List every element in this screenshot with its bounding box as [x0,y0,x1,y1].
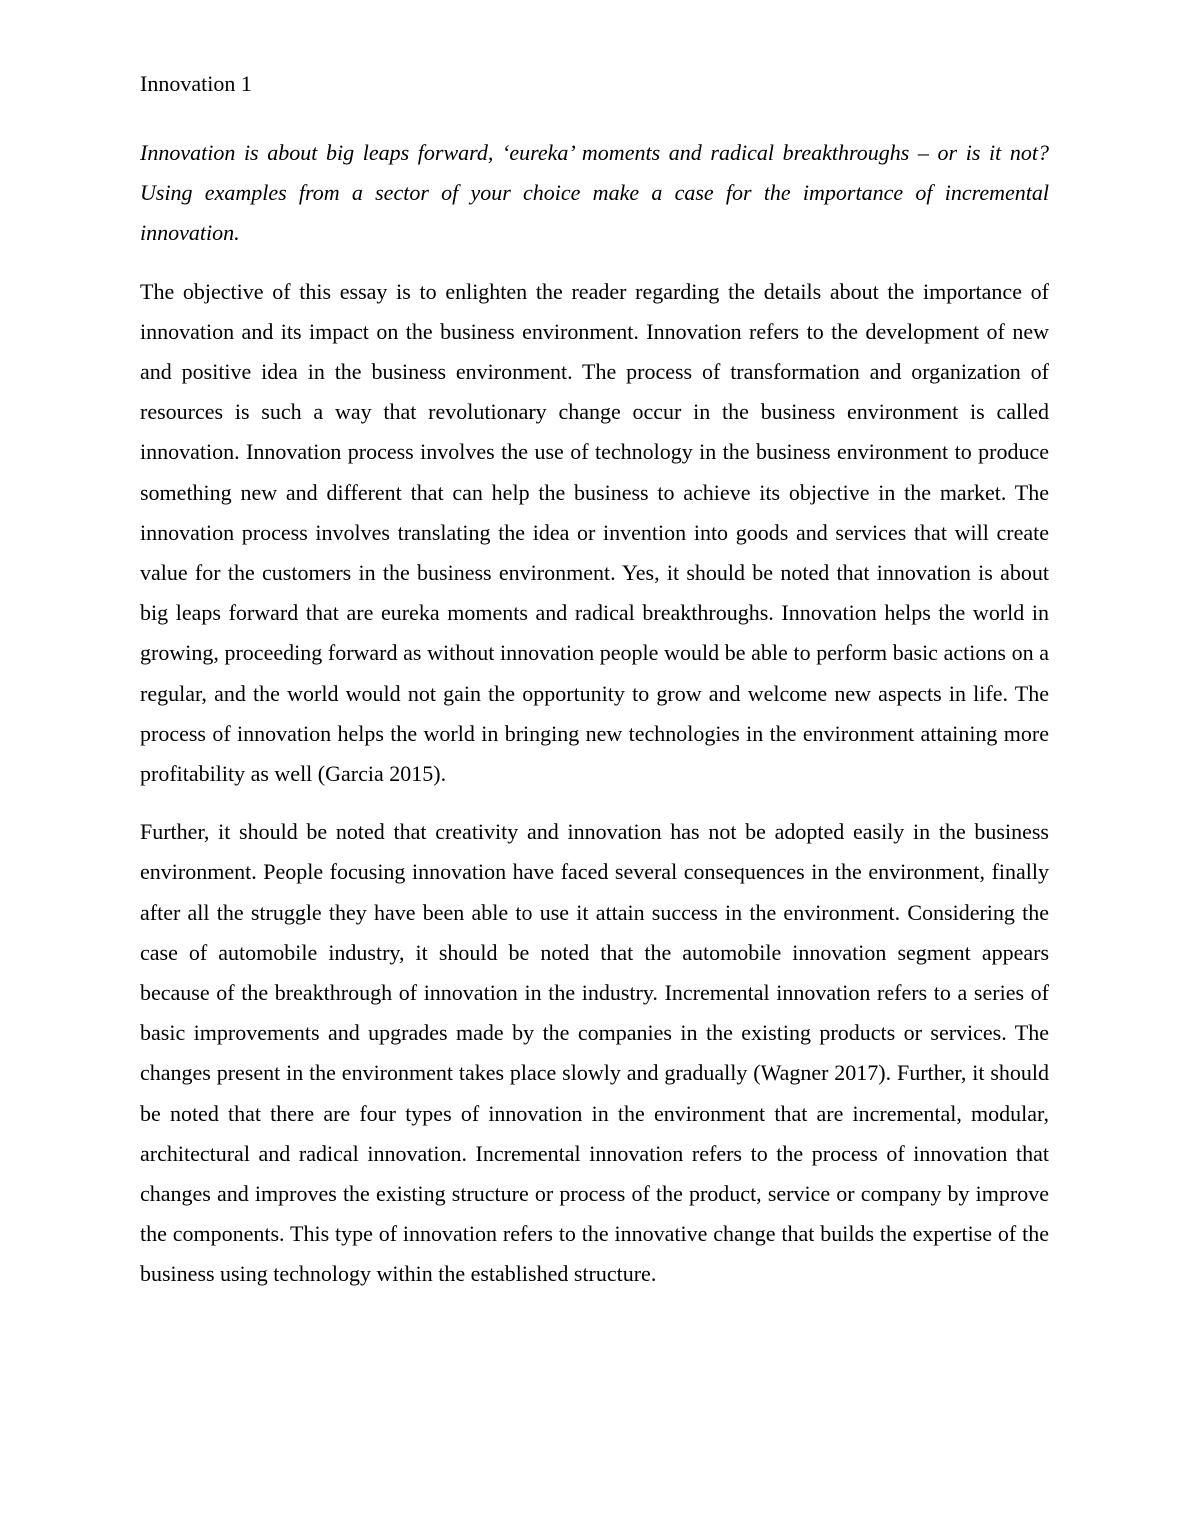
essay-question: Innovation is about big leaps forward, ‘eureka’ moments and radical breakthroughs – or is it not? Using examples from a sector of your choice make a case for the importance of incremental innovation. [140,140,1049,246]
paragraph-intro: The objective of this essay is to enlighten the reader regarding the details about the importance of innovation and its impact on the business environment. Innovation refers to the development of new and positive idea in the business environment. The process of transformation and organization of resources is such a way that revolutionary change occur in the business environment is called innovation. Innovation process involves the use of technology in the business environment to produce something new and different that can help the business to achieve its objective in the market. The innovation process involves translating the idea or invention into goods and services that will create value for the customers in the business environment. Yes, it should be noted that innovation is about big leaps forward that are eureka moments and radical breakthroughs. Innovation helps the world in growing, proceeding forward as without innovation people would be able to perform basic actions on a regular, and the world would not gain the opportunity to grow and welcome new aspects in life. The process of innovation helps the world in bringing new technologies in the environment attaining more profitability as well (Garcia 2015). [140,278,1049,787]
paragraph-incremental-innovation: Further, it should be noted that creativity and innovation has not be adopted easily in the business environment. People focusing innovation have faced several consequences in the environment, finally after all the struggle they have been able to use it attain success in the environment. Considering the case of automobile industry, it should be noted that the automobile innovation segment appears because of the breakthrough of innovation in the industry. Incremental innovation refers to a series of basic improvements and upgrades made by the companies in the existing products or services. The changes present in the environment takes place slowly and gradually (Wagner 2017). Further, it should be noted that there are four types of innovation in the environment that are incremental, modular, architectural and radical innovation. Incremental innovation refers to the process of innovation that changes and improves the existing structure or process of the product, service or company by improve the components. This type of innovation refers to the innovative change that builds the expertise of the business using technology within the established structure. [140,819,1049,1287]
page-header: Innovation 1 [140,71,252,96]
document-body [140,133,1049,1313]
